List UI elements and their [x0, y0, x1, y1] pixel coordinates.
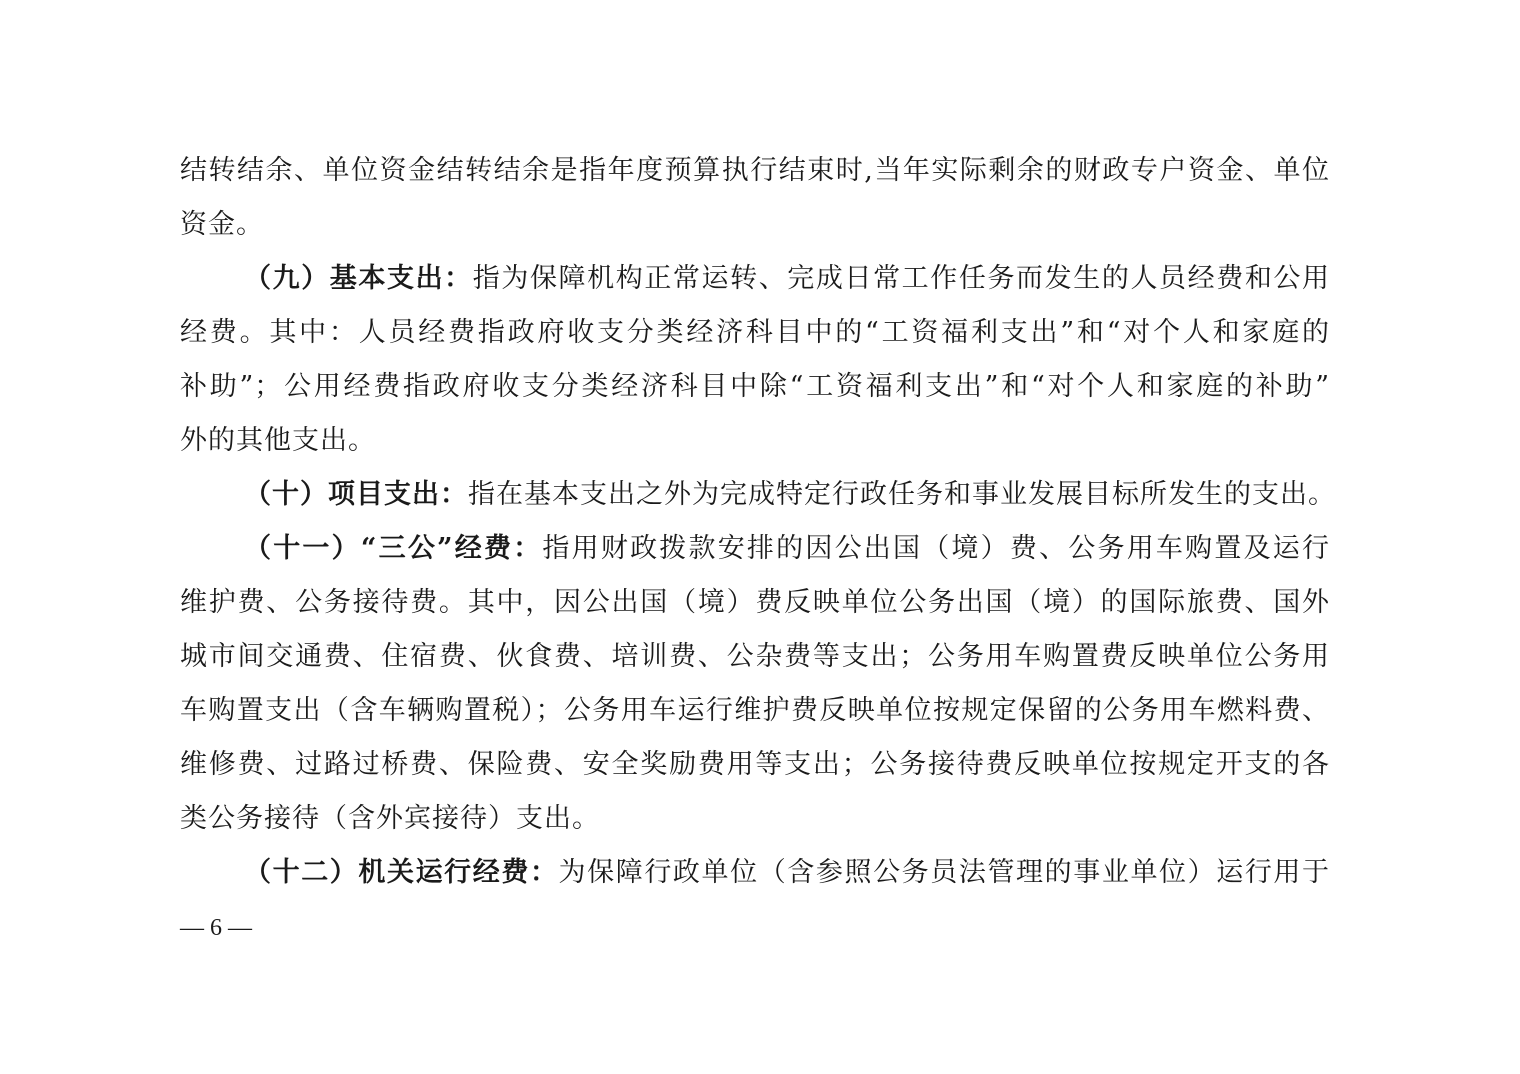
section-heading-basic-expenditure: （九）基本支出：	[244, 263, 473, 294]
paragraph-line: 车购置支出（含车辆购置税）；公务用车运行维护费反映单位按规定保留的公务用车燃料费、	[180, 695, 1330, 726]
paragraph-text: 指在基本支出之外为完成特定行政任务和事业发展目标所发生的支出。	[468, 479, 1336, 510]
paragraph-line: 类公务接待（含外宾接待）支出。	[180, 803, 600, 834]
paragraph-line: 维护费、公务接待费。其中，因公出国（境）费反映单位公务出国（境）的国际旅费、国外	[180, 587, 1330, 618]
paragraph-line	[244, 855, 1330, 891]
paragraph-line	[244, 531, 1330, 567]
section-heading-operating-costs: （十二）机关运行经费：	[244, 857, 559, 888]
paragraph-line: 结转结余、单位资金结转结余是指年度预算执行结束时,当年实际剩余的财政专户资金、单位	[180, 155, 1330, 186]
paragraph-line: 城市间交通费、住宿费、伙食费、培训费、公杂费等支出；公务用车购置费反映单位公务用	[180, 641, 1330, 672]
page-number: — 6 —	[180, 915, 252, 941]
paragraph-text: 为保障行政单位（含参照公务员法管理的事业单位）运行用于	[558, 857, 1331, 888]
paragraph-line: 外的其他支出。	[180, 425, 376, 456]
paragraph-line: 补助”；公用经费指政府收支分类经济科目中除“工资福利支出”和“对个人和家庭的补助”	[180, 371, 1330, 402]
paragraph-line	[244, 477, 1336, 513]
section-heading-three-public: （十一）“三公”经费：	[244, 533, 543, 564]
paragraph-line: 经费。其中：人员经费指政府收支分类经济科目中的“工资福利支出”和“对个人和家庭的	[180, 317, 1330, 348]
paragraph-line: 维修费、过路过桥费、保险费、安全奖励费用等支出；公务接待费反映单位按规定开支的各	[180, 749, 1330, 780]
paragraph-line	[244, 261, 1330, 297]
paragraph-text: 指为保障机构正常运转、完成日常工作任务而发生的人员经费和公用	[472, 263, 1331, 294]
paragraph-line: 资金。	[180, 209, 264, 240]
paragraph-text: 指用财政拨款安排的因公出国（境）费、公务用车购置及运行	[542, 533, 1330, 564]
section-heading-project-expenditure: （十）项目支出：	[244, 479, 468, 510]
